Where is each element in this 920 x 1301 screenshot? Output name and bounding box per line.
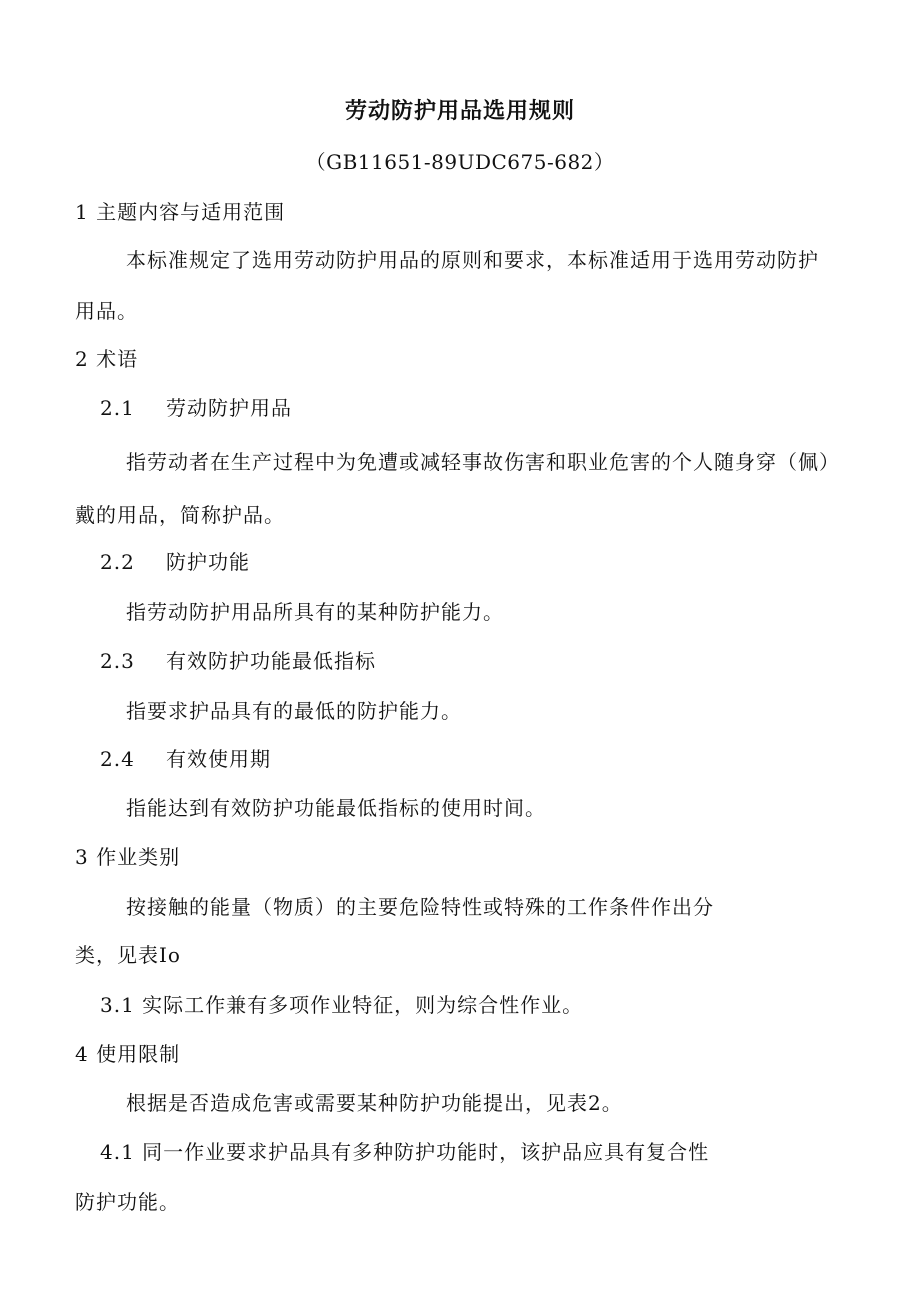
term-2-4-heading [100, 745, 271, 773]
term-2-4-definition: 指能达到有效防护功能最低指标的使用时间。 [126, 796, 546, 820]
section-2-heading: 2 术语 [75, 347, 139, 371]
section-1-heading: 1 主题内容与适用范围 [75, 200, 286, 224]
term-2-3-heading [100, 647, 376, 675]
section-3-1-paragraph: 3.1 实际工作兼有多项作业特征，则为综合性作业。 [100, 993, 584, 1017]
term-2-3-title: 有效防护功能最低指标 [166, 649, 376, 673]
section-3-heading: 3 作业类别 [75, 845, 181, 869]
term-2-4-title: 有效使用期 [166, 747, 271, 771]
term-2-2-definition: 指劳动防护用品所具有的某种防护能力。 [126, 600, 504, 624]
term-2-1-definition-line-1: 指劳动者在生产过程中为免遭或减轻事故伤害和职业危害的个人随身穿（佩） [126, 450, 840, 474]
term-2-3-definition: 指要求护品具有的最低的防护能力。 [126, 699, 462, 723]
term-2-1-number: 2.1 [100, 396, 135, 420]
term-2-1-title: 劳动防护用品 [166, 396, 292, 420]
section-4-paragraph: 根据是否造成危害或需要某种防护功能提出，见表2。 [126, 1091, 623, 1115]
section-1-paragraph-line-1: 本标准规定了选用劳动防护用品的原则和要求，本标准适用于选用劳动防护 [126, 248, 819, 272]
section-3-paragraph-line-1: 按接触的能量（物质）的主要危险特性或特殊的工作条件作出分 [126, 895, 714, 919]
term-2-1-definition-line-2: 戴的用品，简称护品。 [75, 503, 285, 527]
standard-number: （GB11651-89UDC675-682） [305, 150, 615, 174]
section-1-paragraph-line-2: 用品。 [75, 299, 138, 323]
term-2-2-title: 防护功能 [166, 550, 250, 574]
section-4-1-paragraph-line-2: 防护功能。 [75, 1190, 180, 1214]
term-2-1-heading [100, 394, 292, 422]
section-4-1-paragraph-line-1: 4.1 同一作业要求护品具有多种防护功能时，该护品应具有复合性 [100, 1140, 710, 1164]
term-2-2-heading [100, 548, 250, 576]
term-2-3-number: 2.3 [100, 649, 135, 673]
section-4-heading: 4 使用限制 [75, 1042, 181, 1066]
term-2-4-number: 2.4 [100, 747, 135, 771]
term-2-2-number: 2.2 [100, 550, 135, 574]
page-title: 劳动防护用品选用规则 [344, 99, 575, 124]
section-3-paragraph-line-2: 类，见表Io [75, 943, 181, 967]
